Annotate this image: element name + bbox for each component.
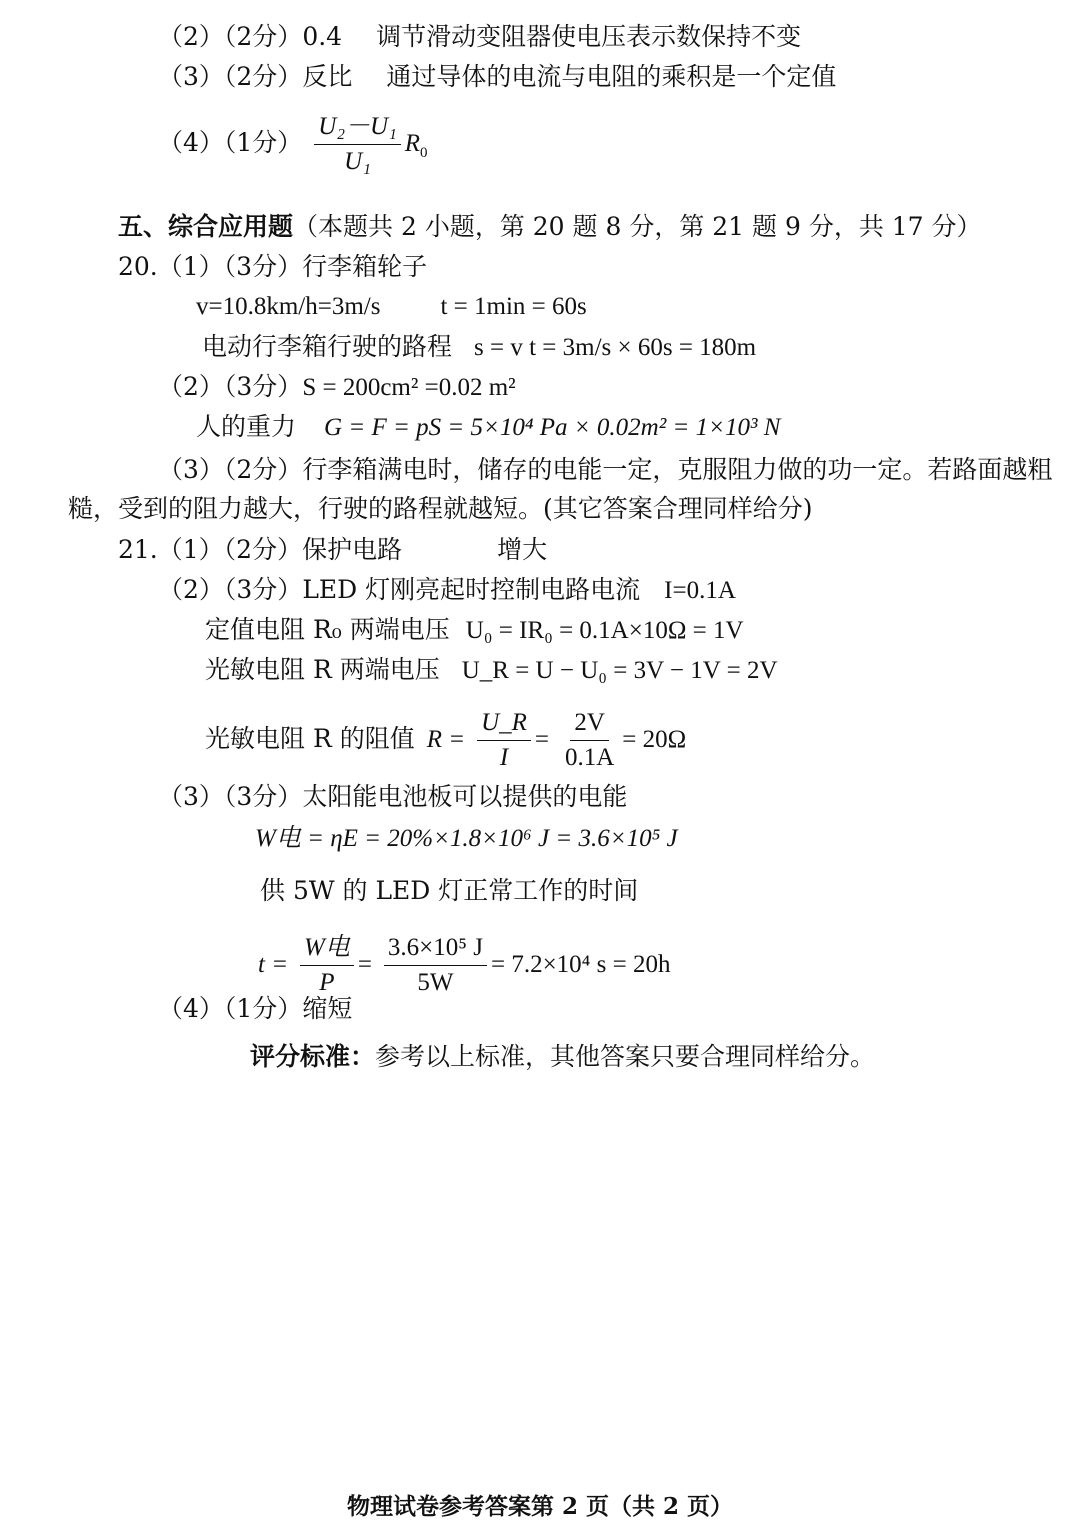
u0-line: 定值电阻 R₀ 两端电压 U₀ = IR₀ = 0.1A×10Ω = 1V bbox=[205, 615, 744, 644]
answer-19-4: （4）（1分） $\frac{\text{U₂－U₁}}{\text{U₁}}$ $R_0$ bbox=[158, 113, 428, 175]
answer-20-1: 20.（1）（3分）行李箱轮子 bbox=[118, 252, 428, 281]
fraction-u2-minus-u1-over-u1: $\frac{\text{U₂－U₁}}{\text{U₁}}$ bbox=[314, 112, 401, 177]
answer-21-2: （2）（3分）LED 灯刚亮起时控制电路电流 I=0.1A bbox=[158, 575, 736, 604]
led-time-label: 供 5W 的 LED 灯正常工作的时间 bbox=[260, 876, 639, 905]
scoring-criteria: 评分标准：参考以上标准，其他答案只要合理同样给分。 bbox=[250, 1042, 876, 1071]
resistance-line: 光敏电阻 R 的阻值 R = $\frac{U\_R}{I}$ = $\frac{2V}{0.1A}$ = 20Ω bbox=[205, 709, 687, 771]
answer-19-2: （2）（2分）0.4 调节滑动变阻器使电压表示数保持不变 bbox=[158, 22, 802, 51]
answer-20-3-cont: 糙，受到的阻力越大，行驶的路程就越短。(其它答案合理同样给分) bbox=[68, 494, 813, 523]
answer-21-3: （3）（3分）太阳能电池板可以提供的电能 bbox=[158, 782, 628, 811]
fraction-ur-over-i: $\frac{U\_R}{I}$ bbox=[477, 708, 531, 773]
answer-20-2: （2）（3分）S = 200cm² =0.02 m² bbox=[158, 372, 516, 401]
answer-19-3: （3）（2分）反比 通过导体的电流与电阻的乘积是一个定值 bbox=[158, 62, 837, 91]
fraction-energy-over-power: $\frac{\text{3.6×10⁵ J}}{5W}$ bbox=[384, 933, 487, 998]
fraction-2v-over-0-1a: $\frac{2V}{0.1A}$ bbox=[564, 709, 615, 771]
fraction-w-over-p: $\frac{\text{W电}}{P}$ bbox=[300, 933, 354, 998]
page-footer: 物理试卷参考答案第 2 页（共 2 页） bbox=[346, 1493, 734, 1520]
ur-line: 光敏电阻 R 两端电压 U_R = U − U₀ = 3V − 1V = 2V bbox=[205, 655, 778, 684]
energy-line: W电 = ηE = 20%×1.8×10⁶ J = 3.6×10⁵ J bbox=[255, 825, 678, 852]
section-5-heading: 五、综合应用题（本题共 2 小题，第 20 题 8 分，第 21 题 9 分，共 17 分） bbox=[118, 212, 982, 241]
time-line: t = $\frac{\text{W电}}{P}$ = $\frac{\text{3.6×10⁵ J}}{5W}$ = 7.2×10⁴ s = 20h bbox=[258, 934, 671, 996]
answer-21-4: （4）（1分）缩短 bbox=[158, 994, 353, 1023]
answer-21-1: 21.（1）（2分）保护电路 增大 bbox=[118, 535, 548, 564]
distance-line: 电动行李箱行驶的路程 s = v t = 3m/s × 60s = 180m bbox=[202, 332, 757, 361]
gravity-line: 人的重力 G = F = pS = 5×10⁴ Pa × 0.02m² = 1×10³ N bbox=[196, 412, 781, 441]
velocity-time-line: v=10.8km/h=3m/s t = 1min = 60s bbox=[196, 293, 587, 320]
answer-20-3: （3）（2分）行李箱满电时，储存的电能一定，克服阻力做的功一定。若路面越粗 bbox=[158, 455, 1053, 484]
